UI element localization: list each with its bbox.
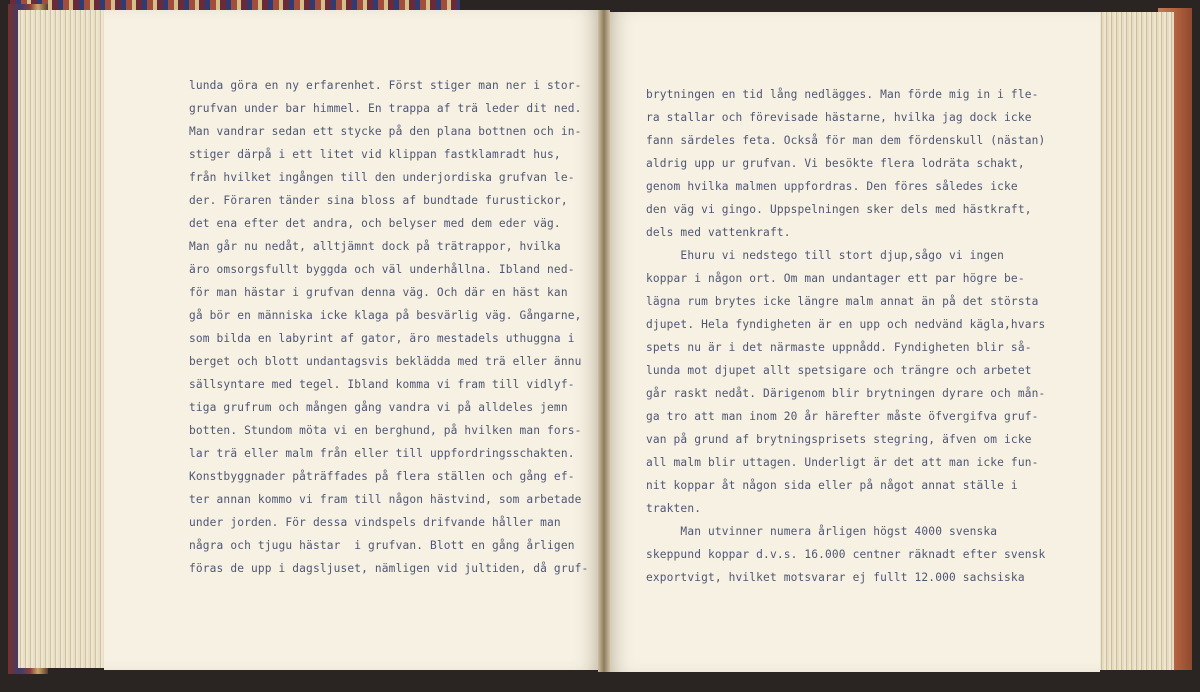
text-line: trakten. [646, 502, 702, 515]
text-line: lunda göra en ny erfarenhet. Först stiger man ner i stor- [189, 79, 582, 92]
text-line: Ehuru vi nedstego till stort djup,sågo vi ingen [646, 249, 1005, 262]
text-line: skeppund koppar d.v.s. 16.000 centner räknadt efter svensk [646, 548, 1046, 561]
text-line: brytningen en tid lång nedlägges. Man förde mig in i fle- [646, 88, 1039, 101]
text-line: från hvilket ingången till den underjordiska grufvan le- [189, 171, 575, 184]
book-gutter [598, 10, 610, 672]
text-line: under jorden. För dessa vindspels drifvande håller man [189, 516, 561, 529]
text-line: grufvan under bar himmel. En trappa af trä leder dit ned. [189, 102, 582, 115]
text-line: exportvigt, hvilket motsvarar ej fullt 12.000 sachsiska [646, 571, 1025, 584]
text-line: der. Föraren tänder sina bloss af bundtade furustickor, [189, 194, 568, 207]
text-line: genom hvilka malmen uppfordras. Den föres således icke [646, 180, 1018, 193]
text-line: Man vandrar sedan ett stycke på den plana bottnen och in- [189, 125, 582, 138]
left-page-stack [18, 10, 106, 668]
text-line: djupet. Hela fyndigheten är en upp och nedvänd kägla,hvars [646, 318, 1046, 331]
text-line: Man utvinner numera årligen högst 4000 svenska [646, 525, 998, 538]
text-line: den väg vi gingo. Uppspelningen sker dels med hästkraft, [646, 203, 1032, 216]
text-line: sällsyntare med tegel. Ibland komma vi fram till vidlyf- [189, 378, 575, 391]
text-line: Konstbyggnader påträffades på flera ställen och gång ef- [189, 470, 575, 483]
text-line: lägna rum brytes icke längre malm annat än på det största [646, 295, 1039, 308]
text-line: spets nu är i det närmaste uppnådd. Fyndigheten blir så- [646, 341, 1032, 354]
text-line: aldrig upp ur grufvan. Vi besökte flera lodräta schakt, [646, 157, 1025, 170]
text-line: ter annan kommo vi fram till någon hästvind, som arbetade [189, 493, 582, 506]
text-line: ra stallar och förevisade hästarne, hvilka jag dock icke [646, 111, 1032, 124]
text-line: lar trä eller malm från eller till uppfordringsschakten. [189, 447, 575, 460]
text-line: som bilda en labyrint af gator, äro mestadels uthuggna i [189, 332, 575, 345]
text-line: dels med vattenkraft. [646, 226, 791, 239]
text-line: berget och blott undantagsvis beklädda med trä eller ännu [189, 355, 582, 368]
text-line: botten. Stundom möta vi en berghund, på hvilken man fors- [189, 424, 582, 437]
text-line: lunda mot djupet allt spetsigare och trängre och arbetet [646, 364, 1032, 377]
right-page-text [646, 83, 1045, 589]
left-page-text [189, 74, 588, 580]
marbled-cover-edge [10, 0, 460, 10]
text-line: det ena efter det andra, och belyser med dem eder väg. [189, 217, 561, 230]
text-line: gå bör en människa icke klaga på besvärlig väg. Gångarne, [189, 309, 582, 322]
text-line: fann särdeles feta. Också för man dem fördenskull (nästan) [646, 134, 1046, 147]
text-line: föras de upp i dagsljuset, nämligen vid jultiden, då gruf- [189, 562, 589, 575]
text-line: Man går nu nedåt, alltjämnt dock på trätrappor, hvilka [189, 240, 561, 253]
text-line: stiger därpå i ett litet vid klippan fastklamradt hus, [189, 148, 561, 161]
right-page-stack [1094, 12, 1174, 670]
text-line: äro omsorgsfullt byggda och väl underhållna. Ibland ned- [189, 263, 575, 276]
text-line: tiga grufrum och mången gång vandra vi på alldeles jemn [189, 401, 568, 414]
text-line: all malm blir uttagen. Underligt är det att man icke fun- [646, 456, 1039, 469]
text-line: för man hästar i grufvan denna väg. Och där en häst kan [189, 286, 568, 299]
text-line: nit koppar åt någon sida eller på något annat ställe i [646, 479, 1018, 492]
text-line: några och tjugu hästar i grufvan. Blott en gång årligen [189, 539, 575, 552]
text-line: ga tro att man inom 20 år härefter måste öfvergifva gruf- [646, 410, 1039, 423]
text-line: van på grund af brytningsprisets stegring, äfven om icke [646, 433, 1032, 446]
text-line: koppar i någon ort. Om man undantager ett par högre be- [646, 272, 1025, 285]
text-line: går raskt nedåt. Därigenom blir brytningen dyrare och mån- [646, 387, 1046, 400]
